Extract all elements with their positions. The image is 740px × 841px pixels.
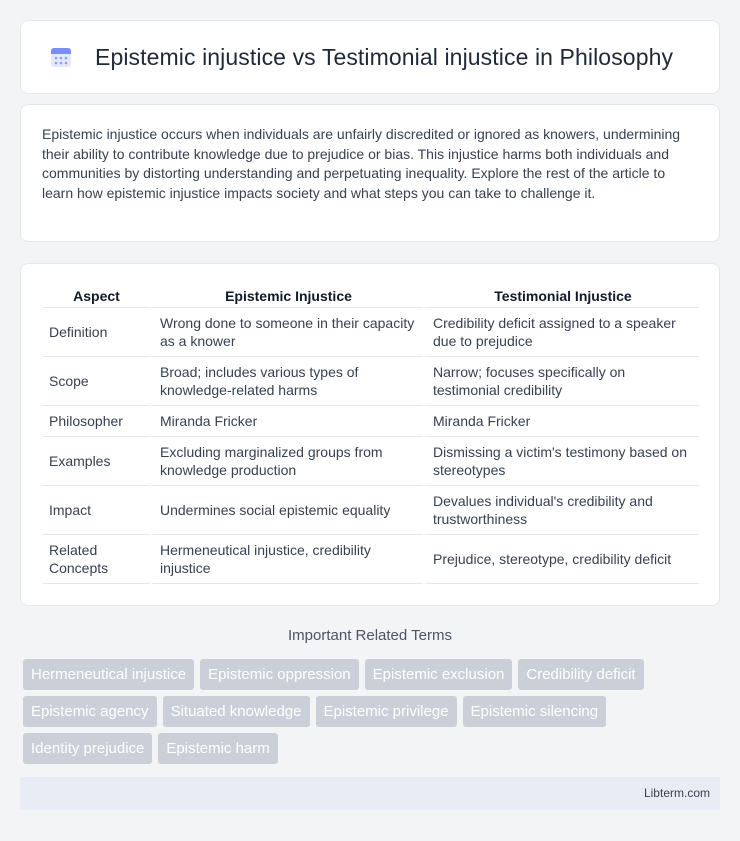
- table-cell: Wrong done to someone in their capacity as a knower: [150, 308, 423, 357]
- table-cell: Hermeneutical injustice, credibility injustice: [150, 535, 423, 584]
- table-cell: Impact: [43, 486, 150, 535]
- calendar-icon: [49, 45, 73, 69]
- table-cell: Narrow; focuses specifically on testimonial credibility: [423, 357, 699, 406]
- table-row: [43, 406, 699, 437]
- header-testimonial: Testimonial Injustice: [423, 282, 699, 308]
- table-cell: Broad; includes various types of knowledge-related harms: [150, 357, 423, 406]
- table-cell: Miranda Fricker: [423, 406, 699, 437]
- related-term-tag[interactable]: Epistemic silencing: [463, 696, 607, 727]
- related-term-tag[interactable]: Epistemic harm: [158, 733, 277, 764]
- table-row: [43, 486, 699, 535]
- table-header-row: [43, 282, 699, 308]
- related-term-tag[interactable]: Epistemic exclusion: [365, 659, 513, 690]
- table-cell: Examples: [43, 437, 150, 486]
- header-card: [20, 20, 720, 94]
- table-cell: Scope: [43, 357, 150, 406]
- table-cell: Definition: [43, 308, 150, 357]
- related-term-tag[interactable]: Epistemic agency: [23, 696, 157, 727]
- table-cell: Credibility deficit assigned to a speaker due to prejudice: [423, 308, 699, 357]
- related-terms-title: Important Related Terms: [288, 627, 452, 644]
- table-cell: Undermines social epistemic equality: [150, 486, 423, 535]
- table-row: [43, 535, 699, 584]
- intro-text: Epistemic injustice occurs when individuals are unfairly discredited or ignored as knowers, undermining their ability to contribute knowledge due to prejudice or bias. This injustice harms both individuals and communities by distorting understanding and perpetuating inequality. Explore the rest of the article to learn how epistemic injustice impacts society and what steps you can take to challenge it.: [42, 126, 681, 201]
- footer-site-link[interactable]: Libterm.com: [643, 786, 710, 800]
- table-row: [43, 357, 699, 406]
- table-cell: Related Concepts: [43, 535, 150, 584]
- table-cell: Excluding marginalized groups from knowledge production: [150, 437, 423, 486]
- related-term-tag[interactable]: Situated knowledge: [163, 696, 310, 727]
- comparison-table: [43, 282, 699, 584]
- page-title: Epistemic injustice vs Testimonial injustice in Philosophy: [95, 43, 674, 70]
- table-cell: Philosopher: [43, 406, 150, 437]
- table-cell: Dismissing a victim's testimony based on stereotypes: [423, 437, 699, 486]
- header-epistemic: Epistemic Injustice: [150, 282, 423, 308]
- related-term-tag[interactable]: Epistemic privilege: [316, 696, 457, 727]
- footer: [20, 777, 720, 810]
- comparison-card: [20, 263, 720, 606]
- related-term-tag[interactable]: Hermeneutical injustice: [23, 659, 194, 690]
- related-term-tag[interactable]: Identity prejudice: [23, 733, 152, 764]
- table-row: [43, 437, 699, 486]
- header-aspect: Aspect: [43, 282, 150, 308]
- table-row: [43, 308, 699, 357]
- intro-card: [20, 104, 720, 242]
- related-term-tag[interactable]: Epistemic oppression: [200, 659, 359, 690]
- related-terms-list: [23, 659, 703, 770]
- table-cell: Miranda Fricker: [150, 406, 423, 437]
- table-cell: Prejudice, stereotype, credibility deficit: [423, 535, 699, 584]
- table-cell: Devalues individual's credibility and trustworthiness: [423, 486, 699, 535]
- related-term-tag[interactable]: Credibility deficit: [518, 659, 643, 690]
